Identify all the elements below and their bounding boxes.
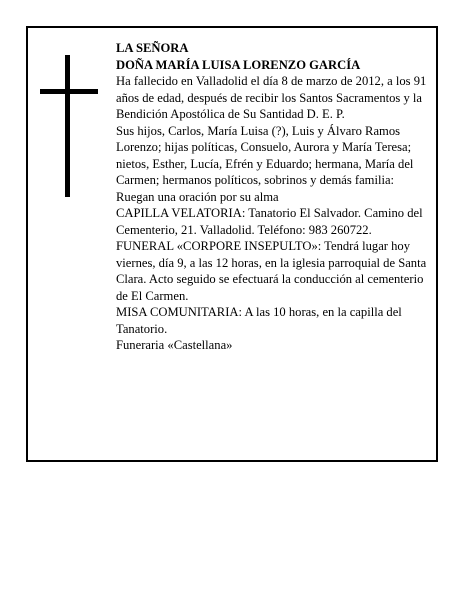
funeral-home: Funeraria «Castellana» [116, 338, 233, 352]
latin-cross-icon [40, 55, 98, 197]
family-list: Sus hijos, Carlos, María Luisa (?), Luis y Álvaro Ramos Lorenzo; hijas políticas, Consuelo, Aurora y María Teresa; nietos, Esther, Lucía, Efrén y Eduardo; hermana, María del Carmen; hermanos políticos, sobrinos y demás familia: [116, 123, 414, 187]
notice-title: LA SEÑORA [116, 41, 189, 55]
deceased-name: DOÑA MARÍA LUISA LORENZO GARCÍA [116, 57, 361, 72]
funeral-info: FUNERAL «CORPORE INSEPULTO»: Tendrá lugar hoy viernes, día 9, a las 12 horas, en la iglesia parroquial de Santa Clara. Acto seguido se efectuará la conducción al cementerio de El Carmen. [116, 239, 427, 303]
cross-horizontal-bar [40, 89, 98, 94]
prayer-request: Ruegan una oración por su alma [116, 189, 279, 204]
obituary-notice [26, 26, 438, 462]
cross-vertical-bar [65, 55, 70, 197]
community-mass-info: MISA COMUNITARIA: A las 10 horas, en la capilla del Tanatorio. [116, 305, 402, 336]
wake-chapel-info: CAPILLA VELATORIA: Tanatorio El Salvador. Camino del Cementerio, 21. Valladolid. Teléfono: 983 260722. [116, 206, 423, 237]
death-announcement: Ha fallecido en Valladolid el día 8 de marzo de 2012, a los 91 años de edad, después de recibir los Santos Sacramentos y la Bendición Apostólica de Su Santidad D. E. P. [116, 74, 427, 121]
notice-text [116, 40, 434, 354]
